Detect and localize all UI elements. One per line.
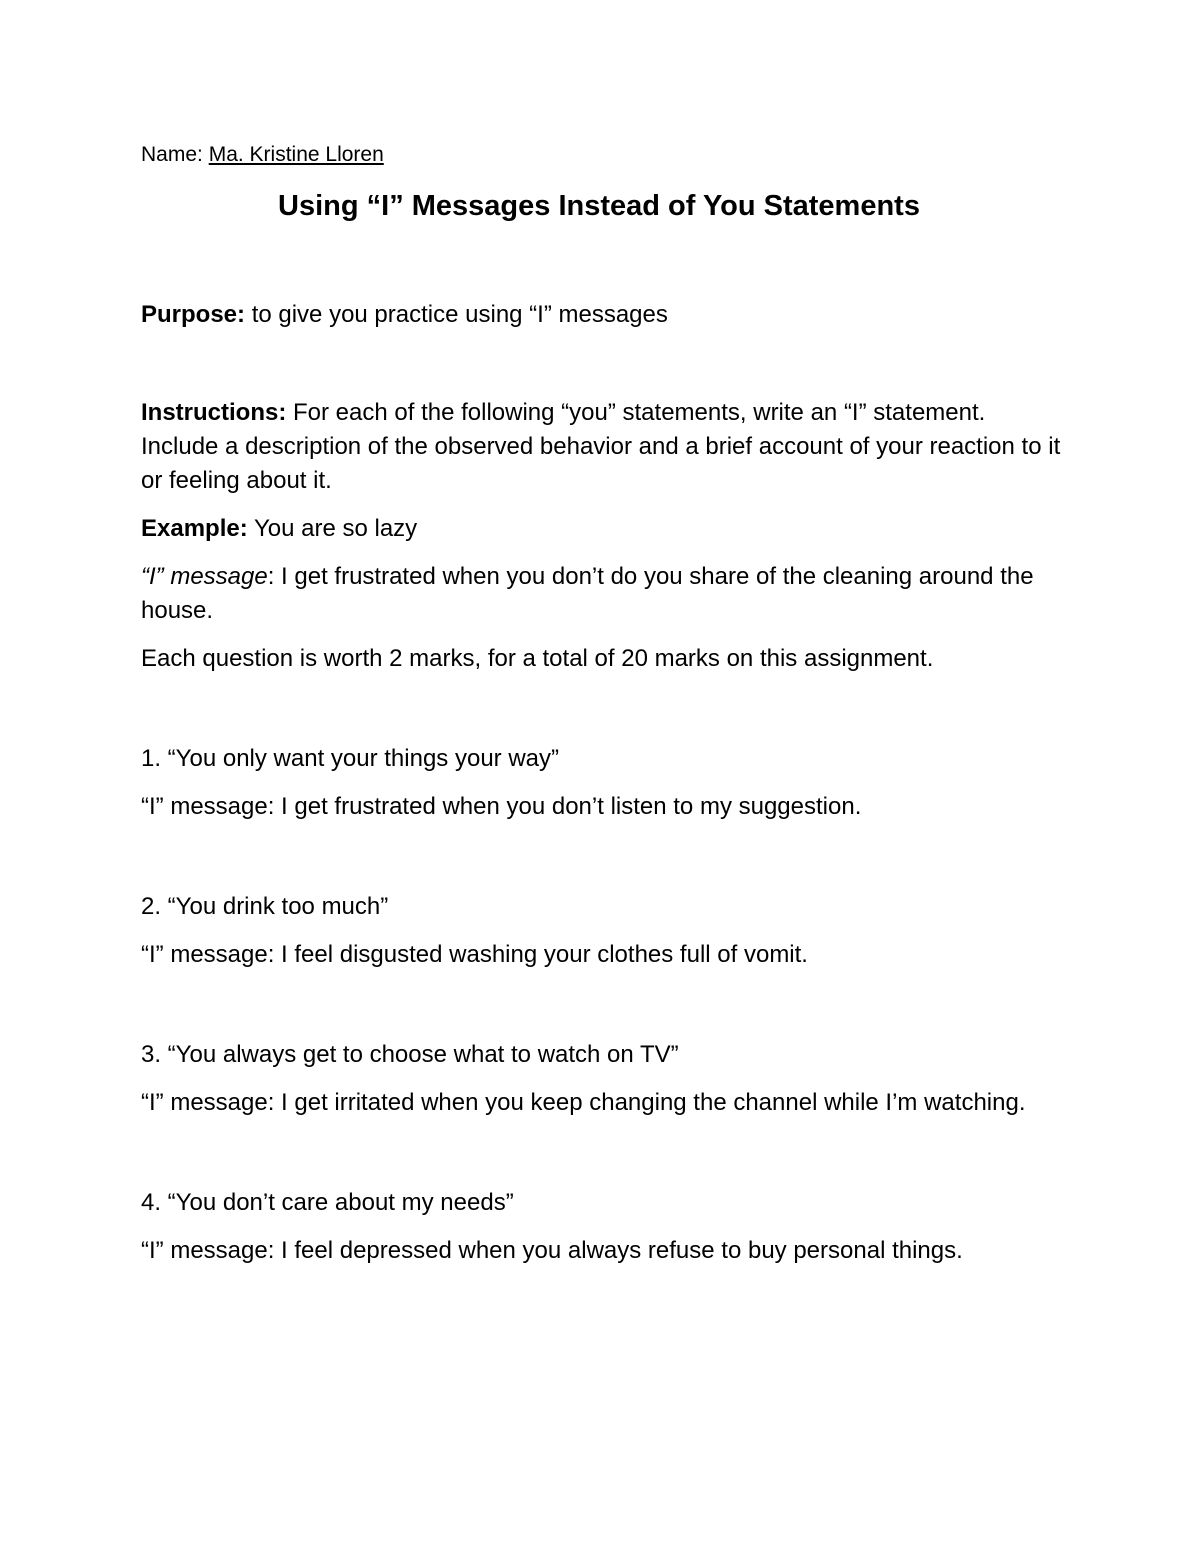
question-prompt: 3. “You always get to choose what to watch on TV” [141,1041,679,1068]
question-item [141,1186,1061,1268]
document-content [141,140,1061,1268]
question-answer: “I” message: I feel disgusted washing your clothes full of vomit. [141,941,808,968]
example-imessage-paragraph: “I” message: I get frustrated when you don’t do you share of the cleaning around the house. [141,563,1034,624]
document-title: Using “I” Messages Instead of You Statements [278,190,920,222]
name-label: Name: [141,143,203,166]
question-list [141,742,1061,1268]
question-prompt: 4. “You don’t care about my needs” [141,1189,514,1216]
instructions-label: Instructions: [141,399,287,426]
question-item [141,742,1061,824]
purpose-text: to give you practice using “I” messages [251,301,668,328]
name-line [141,140,1061,170]
question-answer: “I” message: I feel depressed when you always refuse to buy personal things. [141,1237,963,1264]
example-imessage-text: I get frustrated when you don’t do you share of the cleaning around the house. [141,563,1034,624]
example-label: Example: [141,515,248,542]
question-answer: “I” message: I get irritated when you keep changing the channel while I’m watching. [141,1089,1026,1116]
instructions-text: For each of the following “you” statements, write an “I” statement. Include a description of the observed behavior and a brief account of your reaction to it or feeling about it. [141,399,1061,494]
question-answer: “I” message: I get frustrated when you don’t listen to my suggestion. [141,793,862,820]
instructions-paragraph [141,396,1061,498]
question-prompt: 1. “You only want your things your way” [141,745,559,772]
student-name: Ma. Kristine Lloren [208,143,384,166]
purpose-label: Purpose: [141,301,246,328]
question-item [141,1038,1061,1120]
example-paragraph [141,512,1061,546]
question-prompt: 2. “You drink too much” [141,893,389,920]
marks-note: Each question is worth 2 marks, for a total of 20 marks on this assignment. [141,645,934,672]
purpose-paragraph [141,298,1061,332]
example-imessage-label: “I” message [141,563,268,590]
question-item [141,890,1061,972]
example-text: You are so lazy [253,515,418,542]
